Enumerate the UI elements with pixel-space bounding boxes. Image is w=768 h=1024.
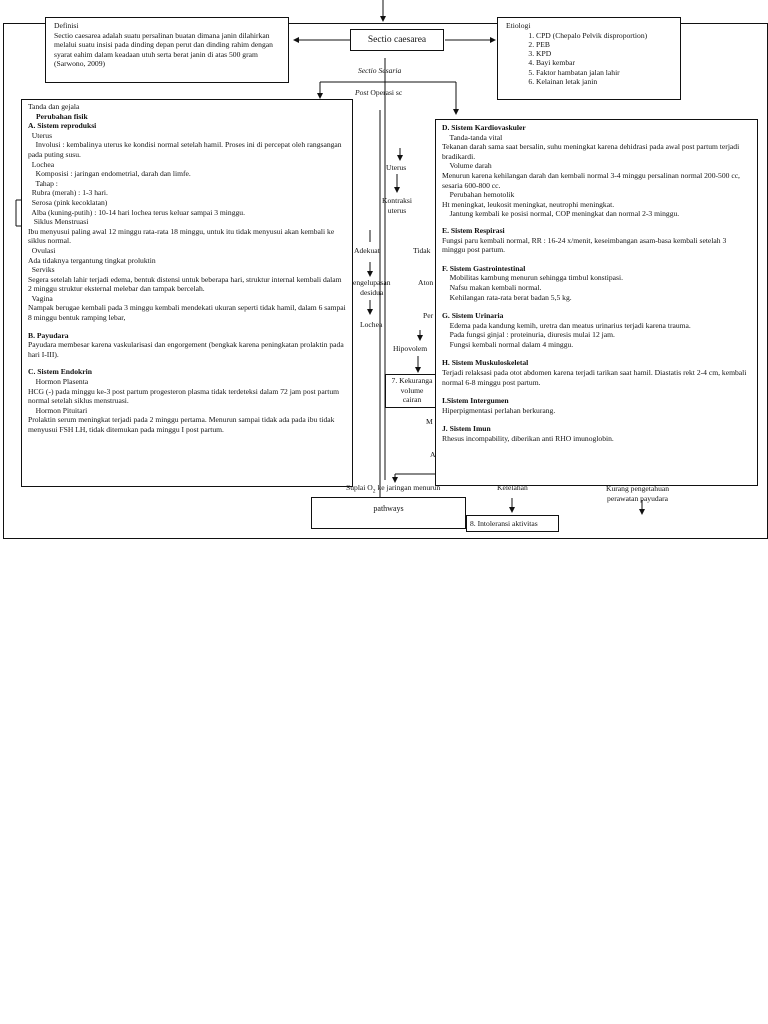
sistem-line: Pada fungsi ginjal : proteinuria, diuresis mulai 12 jam. (442, 330, 615, 340)
sistem-reproduksi-heading: A. Sistem reproduksi (28, 121, 97, 131)
definisi-box (45, 17, 289, 83)
tanda-line: Serviks (28, 265, 55, 275)
tanda-line: Komposisi : jaringan endometrial, darah dan limfe. (28, 169, 191, 179)
sistem-line: Tekanan darah sama saat bersalin, suhu meningkat karena dehidrasi pada awal post partum terjadi bradikardi. (442, 142, 740, 161)
sistem-line: Menurun karena kehilangan darah dan kembali normal 3-4 minggu persalinan normal 200-500 cc, sesaria 600-800 cc. (442, 170, 740, 190)
sistem-line: Tanda-tanda vital (442, 132, 503, 142)
kelelahan-label: Kelelahan (497, 483, 528, 492)
endokrin-line: Prolaktin serum meningkat terjadi pada 2 minggu pertama. Menurun sampai tidak ada pada ibu tidak menyusui FSH LH, tidak ditemukan pada minggu I post partum. (28, 415, 335, 434)
tanda-line: Alba (kuning-putih) : 10-14 hari lochea terus keluar sampai 3 minggu. (28, 207, 246, 217)
etiologi-item: 5. Faktor hambatan jalan lahir (536, 68, 674, 77)
intergumen-heading: I.Sistem Intergumen (442, 396, 509, 406)
etiologi-item: 3. KPD (536, 49, 674, 58)
operasi-word: Operasi sc (370, 88, 403, 97)
muskuloskeletal-text: Terjadi relaksasi pada otot abdomen karena terjadi tarikan saat hamil. Diastatis rekt 2-4 cm, kembali normal 6-8 minggu post partum. (442, 368, 747, 387)
flow-pengelupasan: engelupasan desidua (353, 278, 391, 297)
payudara-text: Payudara membesar karena vaskularisasi dan engorgement (bengkak karena peningkatan prolaktin pada hari I-III). (28, 340, 344, 359)
sistem-box (435, 119, 758, 486)
subtitle-label (358, 66, 401, 76)
endokrin-line: Hormon Plasenta (28, 377, 89, 387)
suplai-subscript: 2 (372, 488, 376, 495)
sistem-line: Ht meningkat, leukosit meningkat, neutrophi meningkat. (442, 199, 615, 209)
kekurangan-volume-box: 7. Kekuranga volume cairan (385, 374, 436, 408)
sistem-line: Jantung kembali ke posisi normal, COP meningkat dan normal 2-3 minggu. (442, 209, 680, 219)
flow-tidak: Tidak (413, 246, 431, 255)
tanda-line: Ovulasi (28, 245, 56, 255)
muskuloskeletal-heading: H. Sistem Muskuloskeletal (442, 358, 529, 368)
flow-a: A (430, 450, 436, 459)
endokrin-line: Hormon Pituitari (28, 405, 88, 415)
intoleransi-box: 8. Intoleransi aktivitas (466, 515, 559, 532)
tanda-line: Nampak berugae kembali pada 3 minggu kembali mendekati ukuran seperti tidak hamil, dalam 6 sampai 8 minggu bentuk ramping lebar, (28, 303, 346, 323)
etiologi-heading: Etiologi (506, 21, 531, 30)
subtitle-word-1: Sectio (358, 66, 377, 75)
sistem-line: Volume darah (442, 161, 492, 171)
tanda-line: Segera setelah lahir terjadi edema, bentuk distensi untuk beberapa hari, struktur internal kembali dalam 2 minggu struktur eksternal melebar dan tampak bercelah. (28, 274, 342, 294)
tanda-line: Ada tidaknya tergantung tingkat proluktin (28, 255, 156, 265)
page-title: Sectio caesarea (367, 35, 427, 45)
title-box (350, 29, 444, 51)
etiologi-item: 1. CPD (Chepalo Pelvik disproportion) (536, 31, 674, 40)
post-word: Post (355, 88, 369, 97)
tanda-line: Lochea (28, 159, 55, 169)
sistem-line: Fungsi kembali normal dalam 4 minggu. (442, 339, 574, 349)
suplai-suffix: ke jaringan menurun (375, 483, 441, 492)
post-operasi-label (355, 88, 402, 98)
sistem-endokrin-heading: C. Sistem Endokrin (28, 367, 92, 377)
pathways-box (311, 497, 466, 529)
flow-hipovolemi: Hipovolem (393, 344, 428, 353)
suplai-prefix: Suplai O (346, 483, 373, 492)
endokrin-line: HCG (-) pada minggu ke-3 post partum progesteron plasma tidak terdeteksi dalam 72 jam post partum normal setelah siklus menstruasi. (28, 386, 340, 406)
flow-adekuat: Adekuat (354, 246, 380, 255)
payudara-heading: B. Payudara (28, 330, 69, 340)
gastrointestinal-heading: F. Sistem Gastrointestinal (442, 263, 526, 273)
respirasi-heading: E. Sistem Respirasi (442, 225, 505, 235)
etiologi-item: 2. PEB (536, 40, 674, 49)
flow-lochea: Lochea (360, 320, 383, 329)
imun-text: Rhesus incompability, diberikan anti RHO imunoglobin. (442, 434, 614, 444)
respirasi-text: Fungsi paru kembali normal, RR : 16-24 x/menit, keseimbangan asam-basa kembali setelah 3 minggu post partum. (442, 235, 727, 255)
definisi-heading: Definisi (54, 21, 79, 30)
tanda-gejala-box (21, 99, 353, 487)
urinaria-heading: G. Sistem Urinaria (442, 311, 504, 321)
tanda-heading: Tanda dan gejala (28, 102, 80, 111)
tanda-line: Uterus (28, 130, 53, 140)
kurang-pengetahuan-label: Kurang pengetahuan perawatan payudara (606, 484, 670, 503)
etiologi-list (506, 31, 674, 87)
sistem-line: Mobilitas kambung menurun sehingga timbul konstipasi. (442, 273, 623, 283)
kardiovaskuler-heading: D. Sistem Kardiovaskuler (442, 123, 526, 132)
tanda-line: Tahap : (28, 178, 58, 188)
tanda-line: Ibu menyusui paling awal 12 minggu rata-rata 18 minggu, untuk itu tidak menyusui akan kembali ke siklus normal. (28, 226, 335, 246)
flow-kontraksi: Kontraksi uterus (382, 196, 412, 215)
etiologi-item: 6. Kelainan letak janin (536, 77, 674, 86)
flow-per: Per (423, 311, 434, 320)
imun-heading: J. Sistem Imun (442, 424, 491, 434)
sistem-line: Kehilangan rata-rata berat badan 5,5 kg. (442, 292, 572, 302)
suplai-o2-label (346, 483, 440, 497)
sistem-line: Nafsu makan kembali normal. (442, 282, 542, 292)
tanda-line: Siklus Menstruasi (28, 217, 89, 227)
sistem-line: Edema pada kandung kemih, uretra dan meatus urinarius terjadi karena trauma. (442, 320, 691, 330)
etiologi-box (497, 17, 681, 100)
tanda-line: Involusi : kembalinya uterus ke kondisi normal setelah hamil. Proses ini di percepat oleh rangsangan pada puting susu. (28, 140, 344, 159)
flow-uterus: Uterus (386, 163, 407, 172)
tanda-line: Vagina (28, 293, 53, 303)
tanda-line: Rubra (merah) : 1-3 hari. (28, 188, 108, 198)
intergumen-text: Hiperpigmentasi perlahan berkurang. (442, 405, 556, 415)
flow-m: M (426, 417, 433, 426)
tanda-line: Serosa (pink kecoklatan) (28, 197, 108, 207)
flow-atoni: Aton (418, 278, 434, 287)
subtitle-word-2: Sesaria (378, 66, 402, 75)
perubahan-fisik-heading: Perubahan fisik (36, 111, 88, 121)
sistem-line: Perubahan hemotolik (442, 190, 515, 200)
pathways-label: pathways (373, 504, 404, 513)
definisi-body: Sectio caesarea adalah suatu persalinan buatan dimana janin dilahirkan melalui suatu insisi pada dinding depan perut dan dinding rahim dengan syarat eahim dalam keadaan utuh serta berat janin di atas 500 gram (Sarwono, 2009) (54, 30, 273, 69)
etiologi-item: 4. Bayi kembar (536, 58, 674, 67)
